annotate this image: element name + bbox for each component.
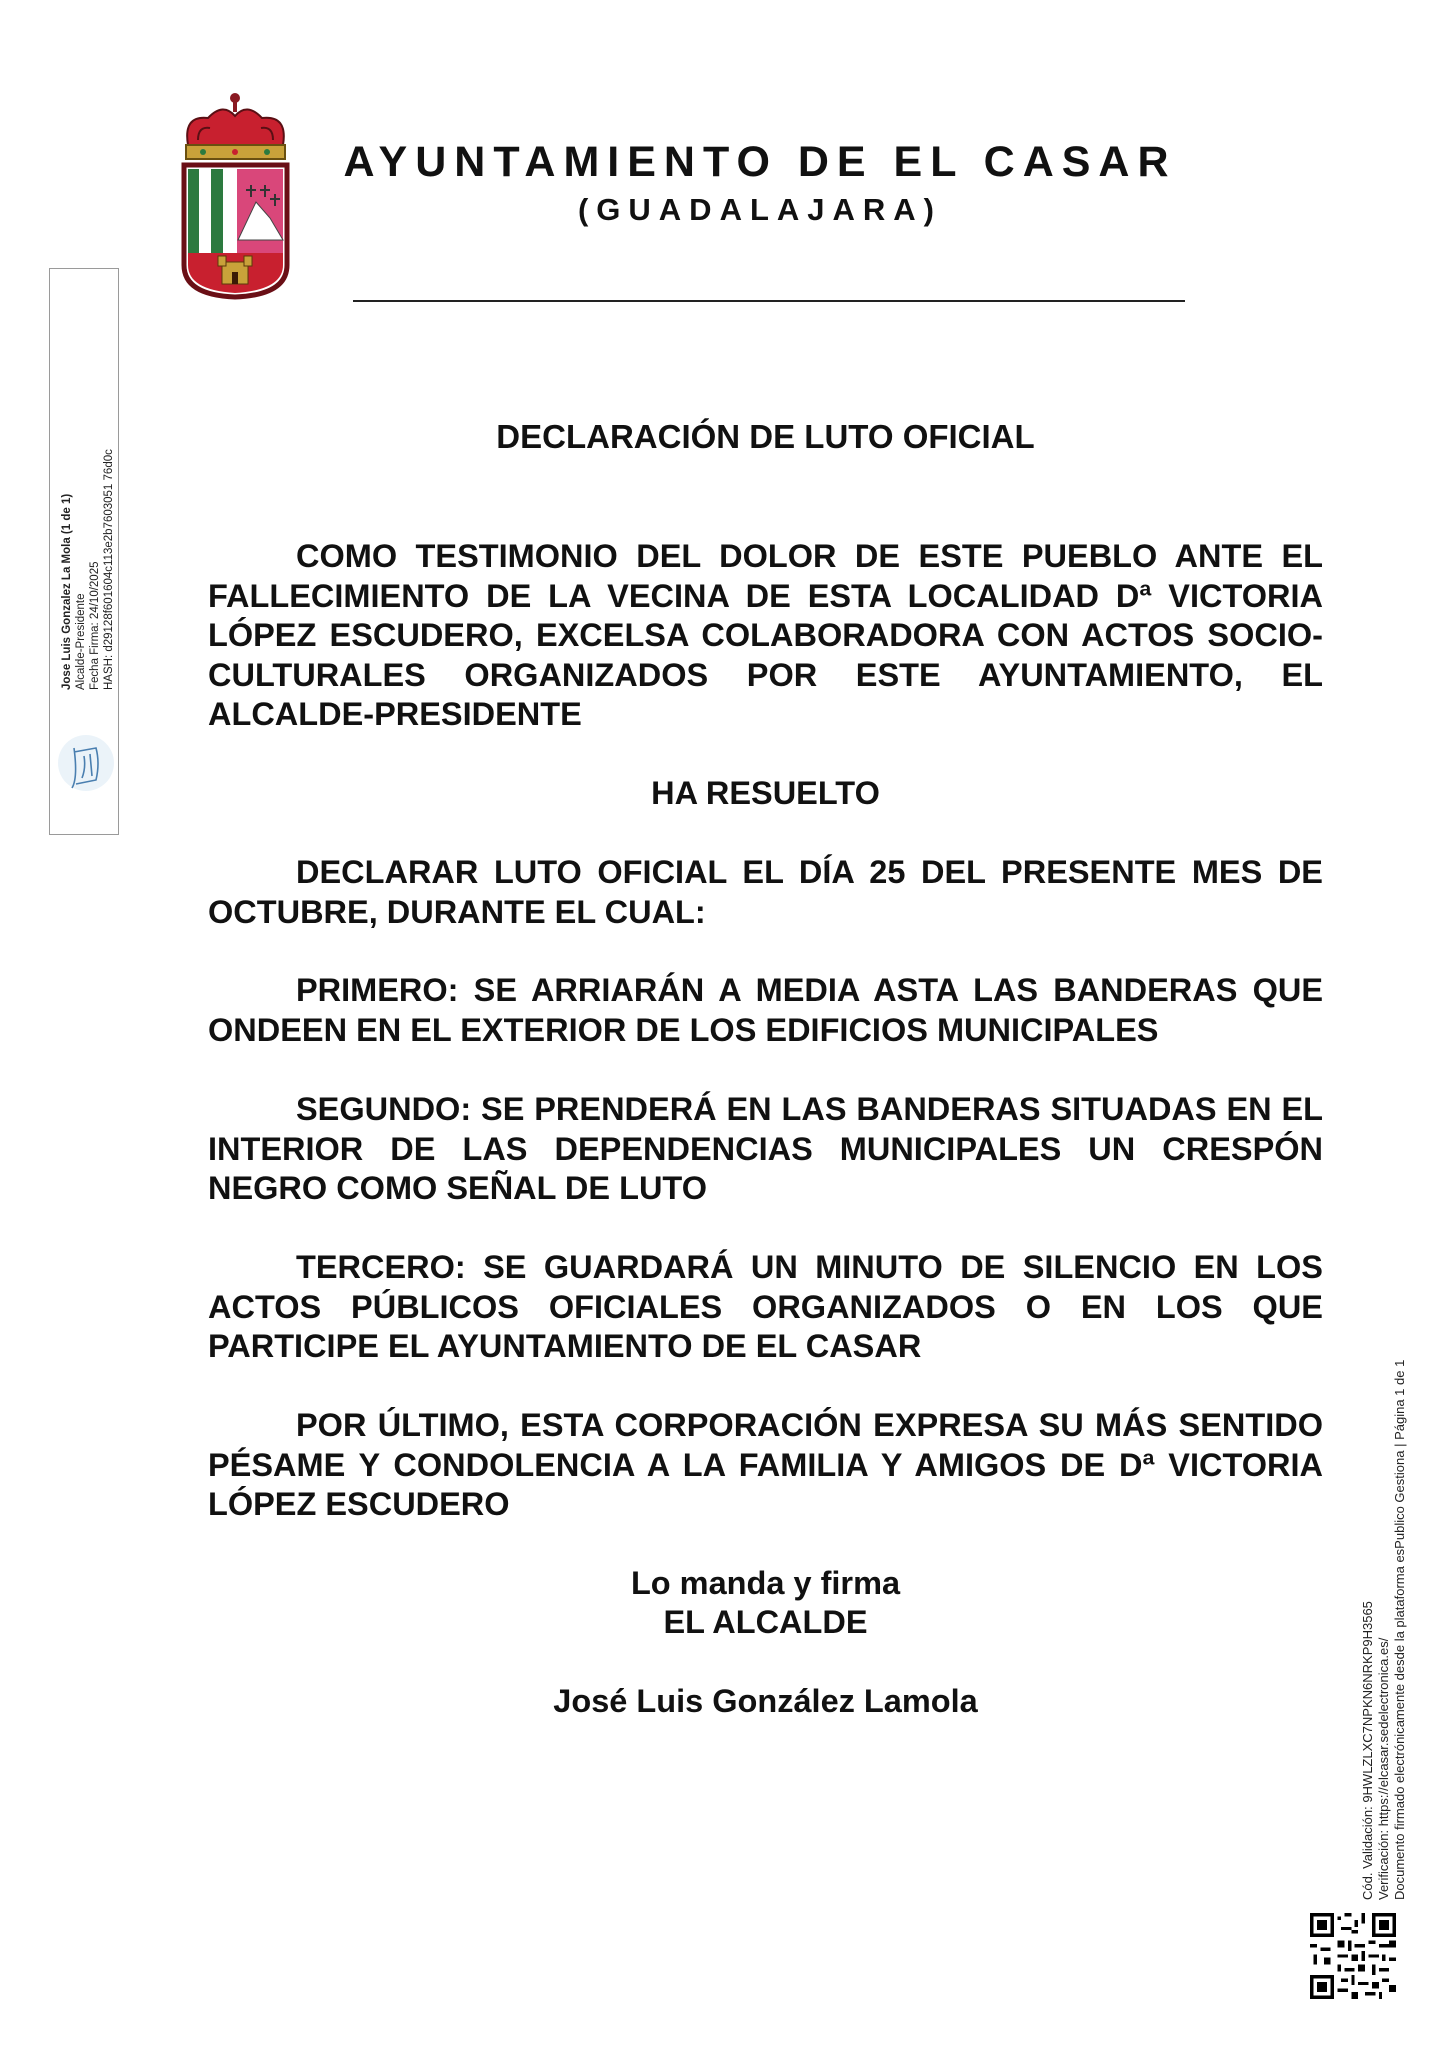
header-divider: [353, 300, 1185, 302]
signature-stamp-icon: [56, 718, 116, 808]
signer-box-date: Fecha Firma: 24/10/2025: [89, 561, 101, 690]
platform-note: Documento firmado electrónicamente desde la plataforma esPublico Gestiona | Página 1 de 1: [1392, 1359, 1407, 1900]
sign-line-1: Lo manda y firma: [630, 1565, 901, 1601]
verification-info: [1360, 1250, 1408, 1900]
intro-paragraph: COMO TESTIMONIO DEL DOLOR DE ESTE PUEBLO ANTE EL FALLECIMIENTO DE LA VECINA DE ESTA LOCALIDAD Dª VICTORIA LÓPEZ ESCUDERO, EXCELSA COLABORADORA CON ACTOS SOCIO-CULTURALES ORGANIZADOS POR ESTE AYUNTAMIENTO, EL ALCALDE-PRESIDENTE: [208, 538, 1323, 732]
validation-code: Cód. Validación: 9HWLZLXC7NPKN6NRKP9H3565: [1360, 1601, 1375, 1900]
organization-province: (GUADALAJARA): [577, 192, 943, 227]
resolution-heading: HA RESUELTO: [651, 775, 880, 811]
signer-box-name: Jose Luis Gonzalez La Mola (1 de 1): [61, 493, 73, 690]
closing-paragraph: POR ÚLTIMO, ESTA CORPORACIÓN EXPRESA SU MÁS SENTIDO PÉSAME Y CONDOLENCIA A LA FAMILIA Y AMIGOS DE Dª VICTORIA LÓPEZ ESCUDERO: [208, 1407, 1323, 1522]
qr-code-icon[interactable]: [1310, 1913, 1396, 1999]
signature-details: [60, 210, 116, 690]
third-point-paragraph: TERCERO: SE GUARDARÁ UN MINUTO DE SILENCIO EN LOS ACTOS PÚBLICOS OFICIALES ORGANIZADOS O EN LOS QUE PARTICIPE EL AYUNTAMIENTO DE EL CASAR: [208, 1249, 1323, 1364]
verification-url: Verificación: https://elcasar.sedelectronica.es/: [1376, 1637, 1391, 1900]
declaration-paragraph: DECLARAR LUTO OFICIAL EL DÍA 25 DEL PRESENTE MES DE OCTUBRE, DURANTE EL CUAL:: [208, 854, 1323, 930]
coat-of-arms-logo: [178, 90, 293, 300]
organization-name: AYUNTAMIENTO DE EL CASAR: [343, 138, 1177, 186]
sign-line-2: EL ALCALDE: [663, 1604, 868, 1640]
second-point-paragraph: SEGUNDO: SE PRENDERÁ EN LAS BANDERAS SITUADAS EN EL INTERIOR DE LAS DEPENDENCIAS MUNICIPALES UN CRESPÓN NEGRO COMO SEÑAL DE LUTO: [208, 1091, 1323, 1206]
signer-name: José Luis González Lamola: [553, 1683, 978, 1719]
first-point-paragraph: PRIMERO: SE ARRIARÁN A MEDIA ASTA LAS BANDERAS QUE ONDEEN EN EL EXTERIOR DE LOS EDIFICIOS MUNICIPALES: [208, 972, 1323, 1048]
signer-box-role: Alcalde-Presidente: [75, 593, 87, 690]
document-title: DECLARACIÓN DE LUTO OFICIAL: [496, 418, 1035, 455]
signer-box-hash: HASH: d29128f601604c113e2b7603051 76d0c: [103, 449, 115, 690]
